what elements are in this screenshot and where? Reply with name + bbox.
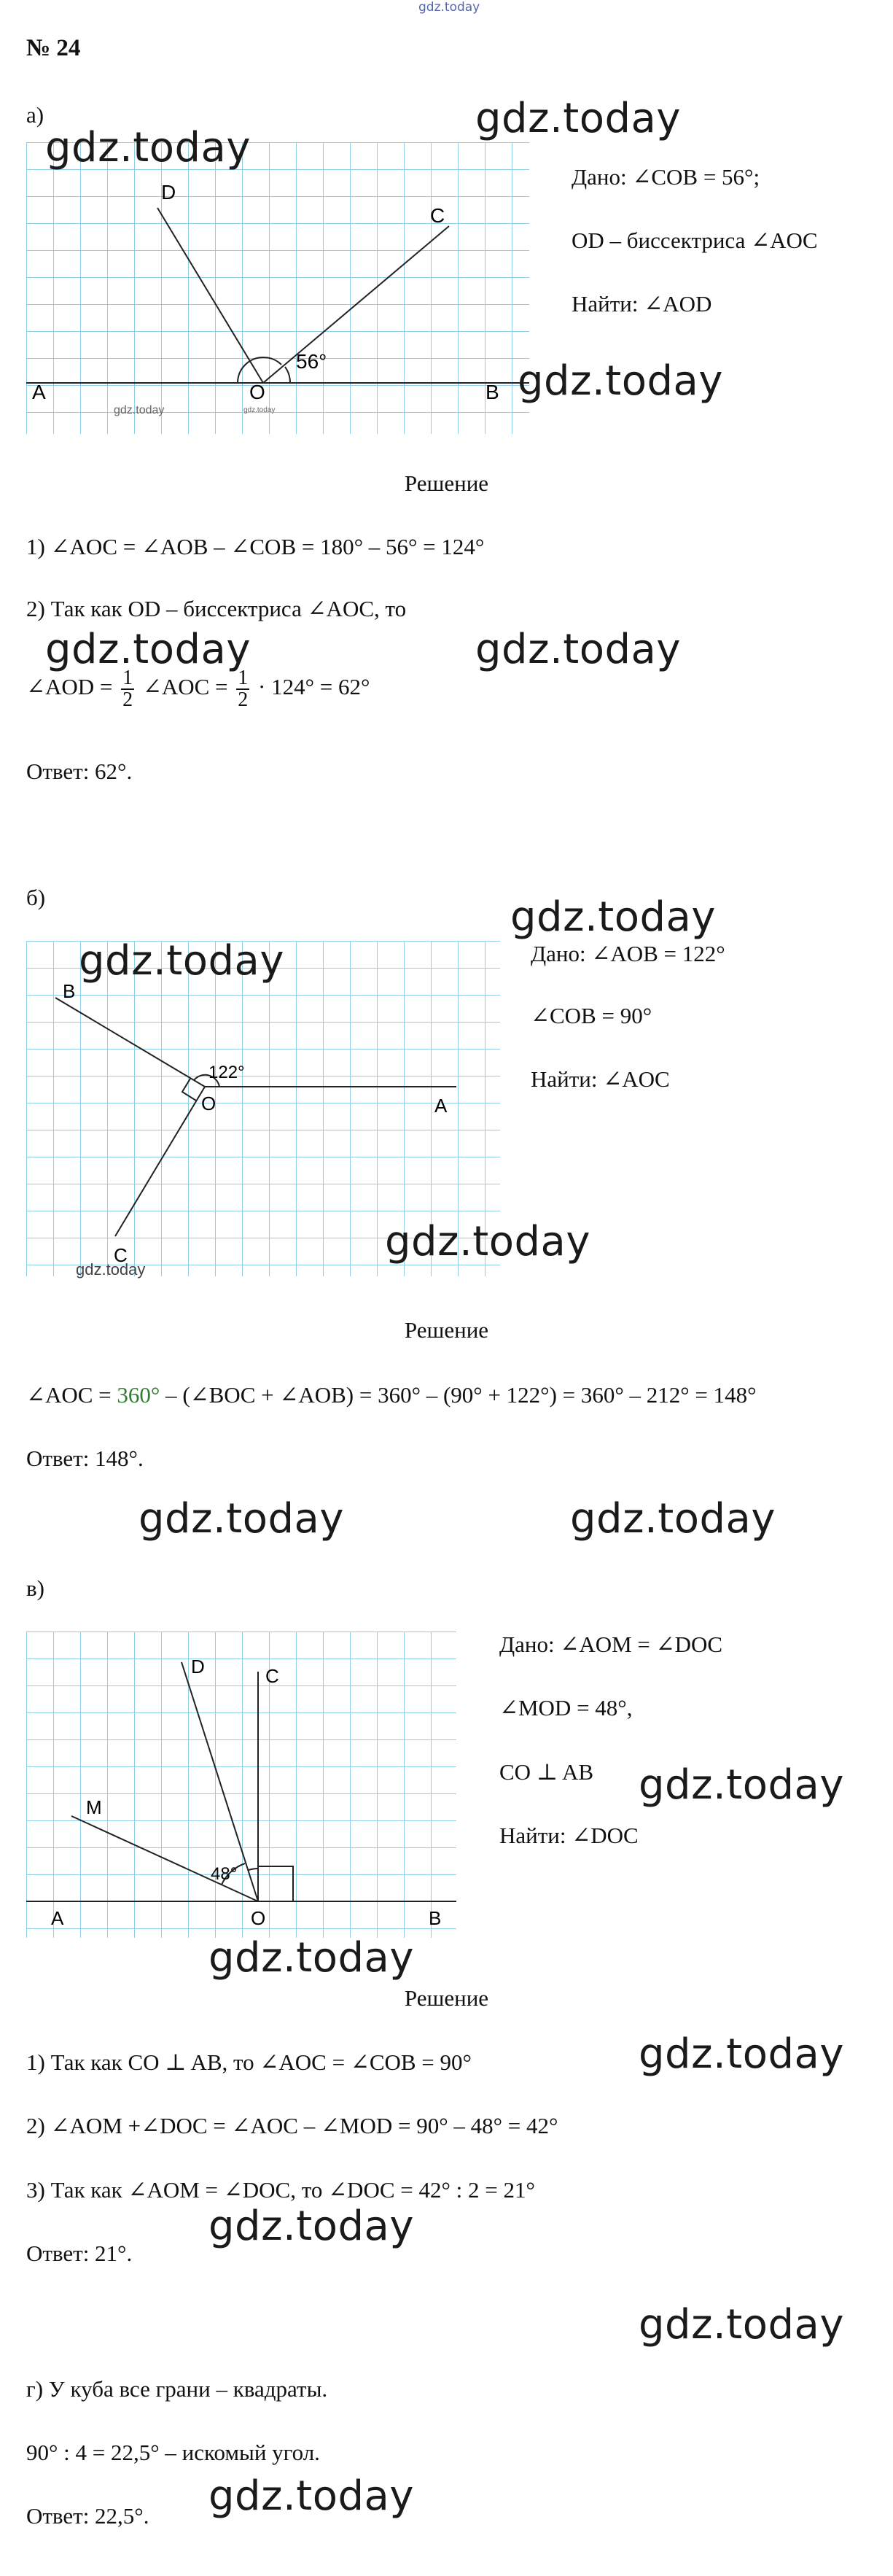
watermark: gdz.today bbox=[45, 124, 251, 171]
part-v-answer: Ответ: 21°. bbox=[26, 2241, 133, 2266]
watermark: gdz.today bbox=[570, 1495, 776, 1543]
small-watermark: gdz.today bbox=[76, 1260, 146, 1279]
part-v-solution-title: Решение bbox=[404, 1985, 489, 2011]
part-a-label: а) bbox=[26, 102, 44, 128]
part-b-solution bbox=[26, 1382, 757, 1408]
label-m: M bbox=[86, 1796, 102, 1818]
angle-label: 56° bbox=[296, 350, 327, 373]
grid-background bbox=[26, 1632, 456, 1938]
part-a-answer: Ответ: 62°. bbox=[26, 759, 133, 784]
watermark: gdz.today bbox=[139, 1495, 345, 1543]
label-c: C bbox=[430, 204, 445, 227]
watermark: gdz.today bbox=[518, 357, 724, 405]
label-c: C bbox=[265, 1665, 279, 1687]
part-b-solution-title: Решение bbox=[404, 1317, 489, 1343]
watermark: gdz.today bbox=[208, 2472, 415, 2520]
frac-den: 2 bbox=[238, 688, 249, 711]
label-a: A bbox=[32, 381, 46, 403]
part-a-figure bbox=[26, 142, 537, 441]
part-v-step-2: 2) ∠AOM +∠DOC = ∠AOC – ∠MOD = 90° – 48° = 42° bbox=[26, 2113, 558, 2138]
label-o: O bbox=[249, 381, 265, 403]
part-a-given-1: Дано: ∠COB = 56°; bbox=[572, 164, 760, 190]
watermark: gdz.today bbox=[45, 626, 251, 673]
watermark: gdz.today bbox=[475, 95, 682, 142]
part-a-given-2: OD – биссектриса ∠AOC bbox=[572, 228, 818, 253]
part-v-label: в) bbox=[26, 1575, 44, 1601]
step-3-start: ∠AOD = bbox=[26, 674, 113, 700]
sol-start: ∠AOC = bbox=[26, 1382, 117, 1408]
watermark: gdz.today bbox=[639, 2030, 845, 2078]
part-b-answer: Ответ: 148°. bbox=[26, 1446, 144, 1471]
angle-label: 48° bbox=[211, 1864, 238, 1884]
label-o: O bbox=[251, 1907, 266, 1929]
part-a-step-1: 1) ∠AOC = ∠AOB – ∠COB = 180° – 56° = 124° bbox=[26, 534, 485, 559]
angle-label: 122° bbox=[208, 1063, 245, 1082]
part-g-answer: Ответ: 22,5°. bbox=[26, 2503, 149, 2529]
fraction-half-2 bbox=[236, 668, 249, 710]
fraction-half-1 bbox=[121, 668, 134, 710]
watermark: gdz.today bbox=[208, 2203, 415, 2250]
label-b: B bbox=[486, 381, 499, 403]
part-a-step-2: 2) Так как OD – биссектриса ∠AOC, то bbox=[26, 596, 407, 621]
part-a-step-3 bbox=[26, 668, 370, 710]
label-d: D bbox=[191, 1656, 205, 1677]
step-3-mid: ∠AOC = bbox=[142, 674, 228, 700]
part-b-label: б) bbox=[26, 885, 46, 910]
watermark: gdz.today bbox=[639, 1761, 845, 1809]
label-c: C bbox=[114, 1244, 128, 1266]
tiny-watermark: gdz.today bbox=[243, 406, 276, 414]
part-a-solution-title: Решение bbox=[404, 470, 489, 496]
grid-background bbox=[26, 142, 529, 434]
watermark: gdz.today bbox=[639, 2301, 845, 2348]
watermark: gdz.today bbox=[79, 937, 285, 985]
frac-den: 2 bbox=[122, 688, 133, 711]
part-v-step-1: 1) Так как CO ⊥ AB, то ∠AOC = ∠COB = 90° bbox=[26, 2049, 472, 2075]
part-v-find: Найти: ∠DOC bbox=[499, 1823, 639, 1848]
part-v-given-1: Дано: ∠AOM = ∠DOC bbox=[499, 1632, 723, 1657]
watermark: gdz.today bbox=[475, 626, 682, 673]
part-a-find: Найти: ∠AOD bbox=[572, 291, 712, 317]
label-b: B bbox=[63, 980, 76, 1002]
top-watermark: gdz.today bbox=[418, 0, 480, 15]
label-o: O bbox=[201, 1093, 217, 1114]
part-v-given-2: ∠MOD = 48°, bbox=[499, 1695, 633, 1720]
part-v-figure bbox=[26, 1632, 464, 1945]
label-a: A bbox=[434, 1095, 448, 1117]
frac-num: 1 bbox=[238, 667, 249, 689]
part-g-line-1: г) У куба все грани – квадраты. bbox=[26, 2376, 328, 2402]
label-d: D bbox=[161, 181, 176, 203]
part-b-given-1: Дано: ∠AOB = 122° bbox=[531, 941, 725, 966]
watermark: gdz.today bbox=[208, 1934, 415, 1982]
watermark: gdz.today bbox=[385, 1218, 591, 1265]
part-b-find: Найти: ∠AOC bbox=[531, 1066, 670, 1092]
frac-num: 1 bbox=[122, 667, 133, 689]
part-v-given-3: CO ⊥ AB bbox=[499, 1759, 594, 1785]
watermark: gdz.today bbox=[510, 893, 717, 941]
sol-rest: – (∠BOC + ∠AOB) = 360° – (90° + 122°) = 360° – 212° = 148° bbox=[160, 1382, 757, 1408]
small-watermark: gdz.today bbox=[114, 404, 165, 416]
label-b: B bbox=[429, 1907, 442, 1929]
step-3-end: · 124° = 62° bbox=[258, 674, 370, 700]
part-v-step-3: 3) Так как ∠AOM = ∠DOC, то ∠DOC = 42° : 2 = 21° bbox=[26, 2177, 535, 2203]
sol-green: 360° bbox=[117, 1382, 160, 1408]
label-a: A bbox=[51, 1907, 64, 1929]
part-b-given-2: ∠COB = 90° bbox=[531, 1003, 652, 1028]
part-g-line-2: 90° : 4 = 22,5° – искомый угол. bbox=[26, 2440, 320, 2465]
problem-number: № 24 bbox=[26, 35, 81, 61]
